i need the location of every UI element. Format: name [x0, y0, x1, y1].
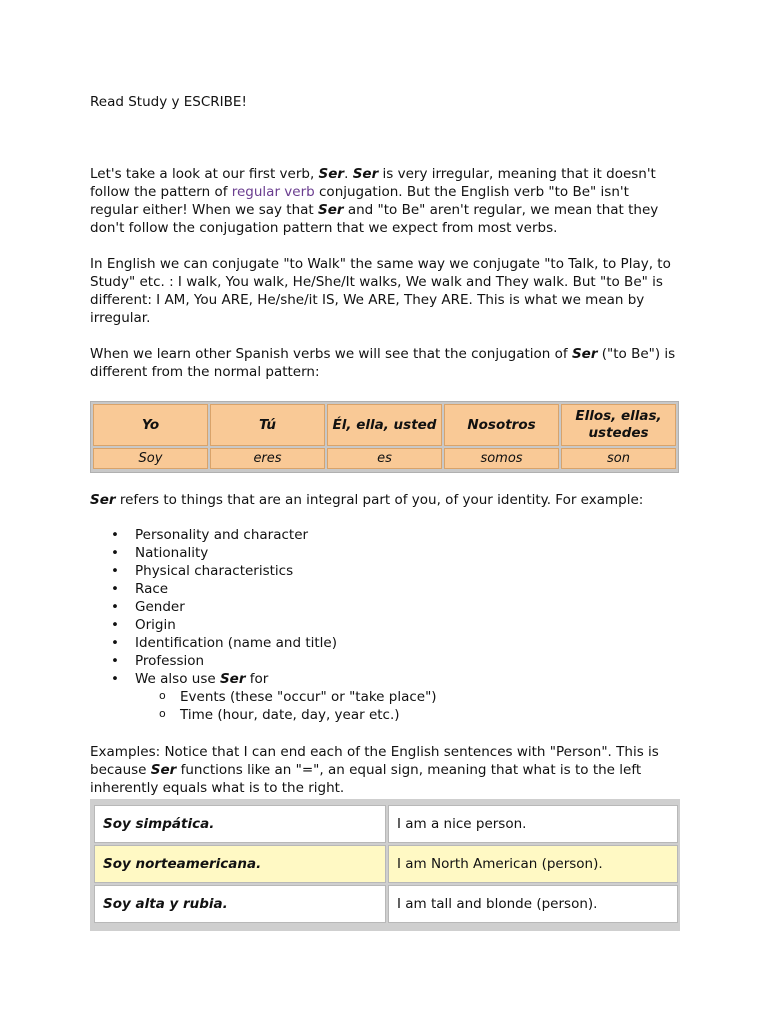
intro-paragraph	[90, 165, 680, 237]
uses-list	[90, 526, 680, 688]
examples-text-1: Examples: Notice that I can end each of the English sentences with "Person". This is because	[90, 744, 659, 778]
list-item: • Identification (name and title)	[135, 634, 680, 652]
example-english: I am tall and blonde (person).	[388, 885, 678, 923]
example-english: I am North American (person).	[388, 845, 678, 883]
regular-verb-link[interactable]: regular verb	[231, 184, 315, 200]
examples-table	[90, 799, 680, 931]
example-english: I am a nice person.	[388, 805, 678, 843]
list-item-also	[135, 670, 680, 688]
conj-header-nosotros: Nosotros	[444, 404, 559, 446]
pattern-text-1: When we learn other Spanish verbs we will see that the conjugation of	[90, 346, 572, 362]
conj-form-el: es	[327, 448, 442, 469]
ser-term: Ser	[571, 346, 598, 362]
ser-term: Ser	[219, 671, 246, 687]
conj-form-tu: eres	[210, 448, 325, 469]
list-item: • Gender	[135, 598, 680, 616]
integral-text: refers to things that are an integral part of you, of your identity. For example:	[115, 492, 644, 508]
ser-term: Ser	[318, 202, 344, 218]
examples-paragraph	[90, 743, 680, 797]
conj-form-ellos: son	[561, 448, 676, 469]
conj-header-tu: Tú	[210, 404, 325, 446]
intro-text-4: conjugation. But the English verb "to Be" isn't regular either! When we say that	[90, 184, 629, 218]
list-item: • Race	[135, 580, 680, 598]
conj-form-yo: Soy	[93, 448, 208, 469]
also-sublist	[90, 688, 725, 724]
conj-header-el: Él, ella, usted	[327, 404, 442, 446]
list-item: • Origin	[135, 616, 680, 634]
intro-text-5: and "to Be" aren't regular, we mean that they don't follow the conjugation pattern that we expect from most verbs.	[90, 202, 659, 236]
ser-term: Ser	[352, 166, 379, 182]
ser-term: Ser	[90, 492, 116, 508]
intro-text-2: .	[344, 166, 353, 182]
conjugation-table	[90, 401, 679, 473]
integral-paragraph	[90, 491, 680, 509]
list-item: • Nationality	[135, 544, 680, 562]
walk-paragraph: In English we can conjugate "to Walk" the same way we conjugate "to Talk, to Play, to Study" etc. : I walk, You walk, He/She/It walks, We walk and They walk. But "to Be" is different: I AM, You ARE, He/she/it IS, We ARE, They ARE. This is what we mean by irregular.	[90, 256, 671, 326]
conj-header-yo: Yo	[93, 404, 208, 446]
page-heading: Read Study y ESCRIBE!	[90, 94, 247, 110]
also-text-1: We also use	[135, 671, 220, 687]
ser-term: Ser	[150, 762, 177, 778]
pattern-text-2: ("to Be") is different from the normal pattern:	[90, 346, 676, 380]
sublist-item: o Events (these "occur" or "take place")	[180, 688, 725, 706]
pattern-paragraph	[90, 345, 680, 381]
also-text-2: for	[245, 671, 269, 687]
conj-header-ellos: Ellos, ellas, ustedes	[561, 404, 676, 446]
sublist-item: o Time (hour, date, day, year etc.)	[180, 706, 725, 724]
ser-term: Ser	[318, 166, 345, 182]
conj-form-nosotros: somos	[444, 448, 559, 469]
list-item: • Personality and character	[135, 526, 680, 544]
list-item: • Physical characteristics	[135, 562, 680, 580]
example-spanish: Soy simpática .	[94, 805, 386, 843]
intro-text-1: Let's take a look at our first verb,	[90, 166, 319, 182]
example-spanish: Soy alta y rubia .	[94, 885, 386, 923]
intro-text-3: is very irregular, meaning that it doesn't follow the pattern of	[90, 166, 656, 200]
list-item: • Profession	[135, 652, 680, 670]
example-spanish: Soy norteamericana .	[94, 845, 386, 883]
examples-text-2: functions like an "=", an equal sign, meaning that what is to the left inherently equals what is to the right.	[90, 762, 642, 796]
